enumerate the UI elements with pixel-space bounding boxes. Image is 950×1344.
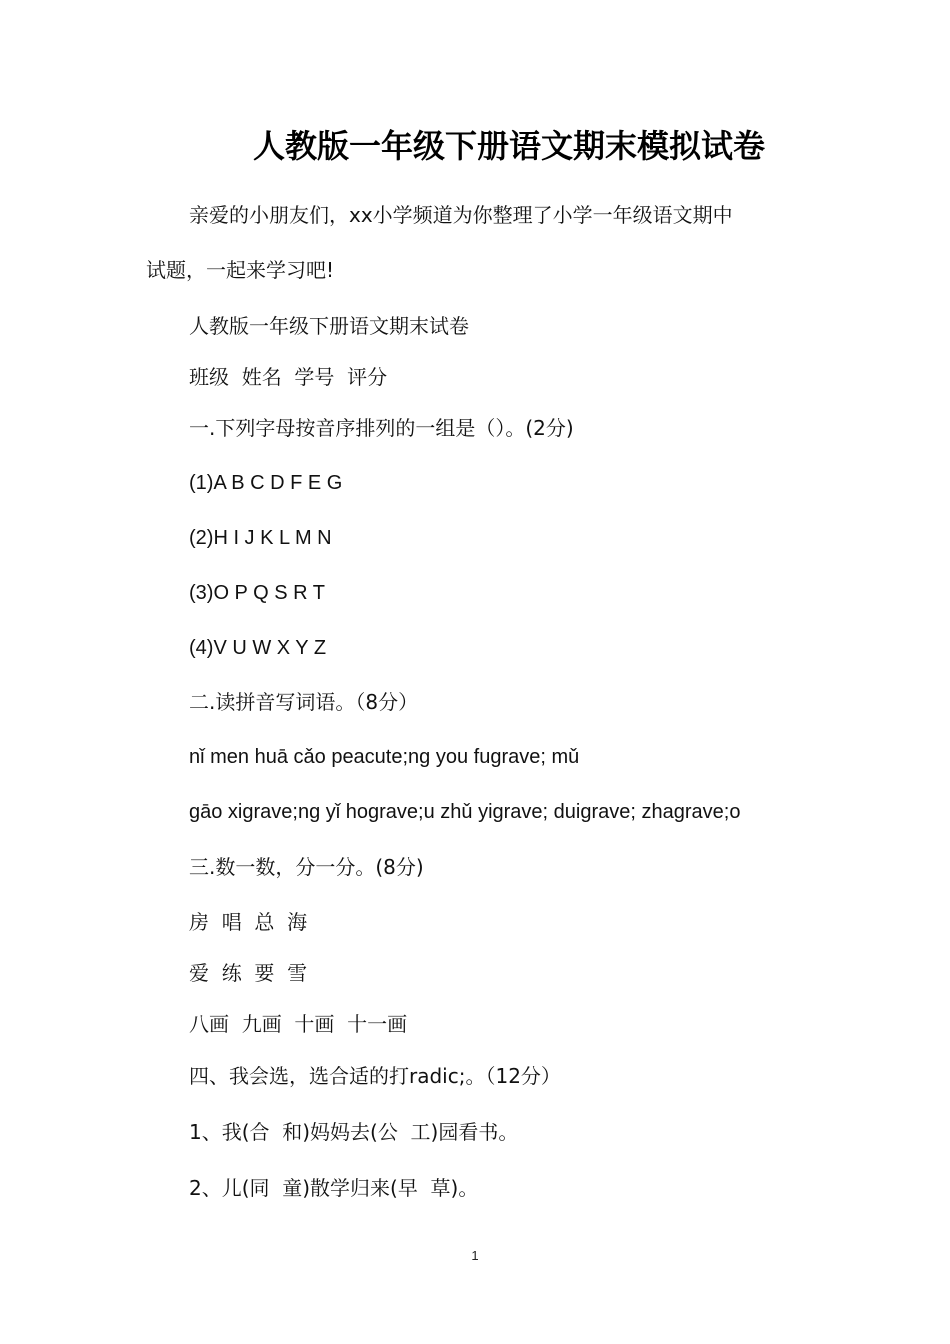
document-title: 人教版一年级下册语文期末模拟试卷 (252, 127, 765, 165)
question-2-pinyin-line: gāo xigrave;ng yǐ hograve;u zhǔ yigrave; duigrave; zhagrave;o (189, 801, 741, 823)
intro-line-2: 试题，一起来学习吧! (146, 258, 335, 282)
question-4-line: 1、我(合 和)妈妈去(公 工)园看书。 (189, 1120, 519, 1144)
intro-line-1: 亲爱的小朋友们，xx小学频道为你整理了小学一年级语文期中 (189, 203, 733, 227)
header-fields: 班级 姓名 学号 评分 (189, 365, 388, 389)
question-4-line: 2、儿(同 童)散学归来(早 草)。 (189, 1176, 479, 1200)
page-number: 1 (471, 1248, 479, 1263)
question-4-prompt: 四、我会选，选合适的打radic;。（12分） (189, 1064, 561, 1088)
question-2-pinyin-line: nǐ men huā cǎo peacute;ng you fugrave; mǔ (189, 746, 580, 768)
question-3-prompt: 三.数一数，分一分。(8分) (189, 855, 424, 879)
question-1-option: (4)V U W X Y Z (189, 637, 327, 659)
question-1-option: (1)A B C D F E G (189, 472, 343, 494)
question-3-line: 房 唱 总 海 (189, 910, 308, 934)
question-1-prompt: 一.下列字母按音序排列的一组是（）。(2分) (189, 416, 574, 440)
exam-title: 人教版一年级下册语文期末试卷 (189, 314, 469, 338)
question-3-line: 八画 九画 十画 十一画 (189, 1012, 408, 1036)
question-1-option: (2)H I J K L M N (189, 527, 332, 549)
question-1-option: (3)O P Q S R T (189, 582, 325, 604)
question-2-prompt: 二.读拼音写词语。（8分） (189, 690, 419, 714)
question-3-line: 爱 练 要 雪 (189, 961, 308, 985)
